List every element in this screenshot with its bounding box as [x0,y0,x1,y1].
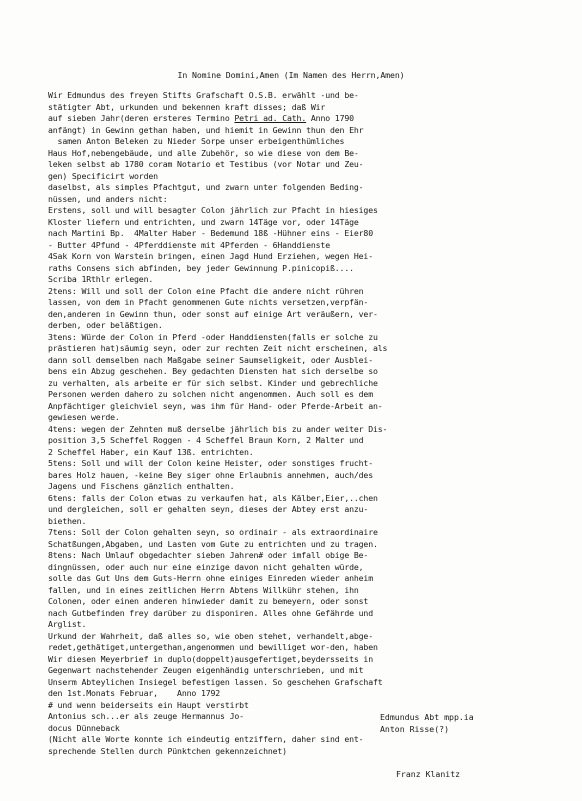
text-line: zu verhalten, als arbeite er für sich selbst. Kinder und gebrechliche [48,377,378,388]
text-line: Jagens und Fischens gänzlich enthalten. [48,481,235,491]
text-line: bares Holz hauen, -keine Bey siger ohne Erlaubnis annehmen, auch/des [48,469,373,480]
text-line: Erstens, soll und will besagter Colon jährlich zur Pfacht in hiesiges [48,205,378,215]
text-line: solle das Gut Uns dem Guts-Herrn ohne einiges Einreden wieder anheim [48,573,373,583]
signature-transcriber: Franz Klanitz [396,769,461,779]
text-line: 5tens: Soll und will der Colon keine Heister, oder sonstiges frucht- [48,458,373,468]
text-line: nach Gutbefinden frey darüber zu disponiren. Alles ohne Gefährde und [48,607,373,618]
text-line: dingnüssen, oder auch nur eine einzige davon nicht gehalten würde, [48,561,364,572]
text-line: 2 Scheffel Haber, ein Kauf 13ß. entrichten. [48,446,254,457]
text-line: fallen, und in eines zeitlichen Herrn Abtens Willkühr stehen, ihn [48,584,359,595]
text-line: 4Sak Korn von Warstein bringen, einen Jagd Hund Erziehen, wegen Hei- [48,251,373,261]
text-line: daselbst, als simples Pfachtgut, und zwarn unter folgenden Beding- [48,182,364,192]
text-line: Scriba 1Rthlr erlegen. [48,274,154,284]
text-line: Personen werden dahero zu solchen nicht angenommen. Auch soll es dem [48,389,373,399]
text-line: leken selbst ab 1780 coram Notario et Testibus (vor Notar und Zeu- [48,159,364,169]
text-line: Schatßungen,Abgaben, und Lasten vom Gute zu entrichten und zu tragen. [48,538,378,549]
text-line: sprechende Stellen durch Pünktchen gekennzeichnet) [48,745,287,756]
signature-abt: Edmundus Abt mpp.ia [380,712,474,722]
text-line: docus Dünneback [48,722,120,733]
text-line: (Nicht alle Worte konnte ich eindeutig entziffern, daher sind ent- [48,734,364,744]
text-line: den 1st.Monats Februar, Anno 1792 [48,688,221,698]
text-line: Colonen, oder einen anderen hinwieder damit zu bemeyern, oder sonst [48,596,369,606]
signature-anton: Anton Risse(?) [380,723,450,734]
text-line: 7tens: Soll der Colon gehalten seyn, so ordinair - als extraordinaire [48,527,378,537]
text-line: # und wenn beiderseits ein Haupt verstirbt [48,699,249,710]
text-line: 4tens: wegen der Zehnten muß derselbe jährlich bis zu ander weiter Dis- [48,423,388,434]
text-line: Arglist. [48,619,87,629]
text-line: dann soll demselben nach Maßgabe seiner Saumseligkeit, oder Ausblei- [48,354,373,365]
text-line: Wir diesen Meyerbrief in duplo(doppelt)ausgefertiget,beydersseits in [48,653,373,664]
text-line: Unserm Abteylichen Insiegel befestigen lassen. So geschehen Grafschaft [48,676,383,687]
text-line: anfängt) in Gewinn gethan haben, und hiemit in Gewinn thun den Ehr [48,124,364,135]
document-title: In Nomine Domini,Amen (Im Namen des Herrn,Amen) [177,70,405,80]
text-line: stätigter Abt, urkunden und bekennen kraft disses; daß Wir [48,101,326,112]
text-line: lassen, von dem in Pfacht genommenen Gute nichts versetzen,verpfän- [48,297,369,307]
text-line: position 3,5 Scheffel Roggen - 4 Scheffel Braun Korn, 2 Malter und [48,435,364,445]
text-line: nüssen, und anders nicht: [48,193,168,204]
text-line: samen Anton Beleken zu Nieder Sorpe unser erbeigenthümliches [48,136,345,146]
text-line: derben, oder beläßtigen. [48,320,163,330]
text-line: - Butter 4Pfund - 4Pferddienste mit 4Pferden - 6Handdienste [48,239,330,250]
text-line: 2tens: Will und soll der Colon eine Pfacht die andere nicht rühren [48,285,364,296]
text-line: Urkund der Wahrheit, daß alles so, wie oben stehet, verhandelt,abge- [48,630,373,641]
text-line: den,anderen in Gewinn thun, oder sonst auf einige Art veräußern, ver- [48,308,378,319]
text-line: Anpfächtiger gleichviel seyn, was ihm für Hand- oder Pferde-Arbeit an- [48,400,383,411]
text-line: Gegenwart nachstehender Zeugen eigenhändig unterschrieben, und mit [48,665,364,675]
text-line: 8tens: Nach Umlauf obgedachter sieben Jahren# oder imfall obige Be- [48,550,369,560]
text-line: Haus Hof,nebengebäude, und alle Zubehör, so wie diese von dem Be- [48,147,359,158]
text-line: nach Martini Bp. 4Malter Haber - Bedemund 18ß -Hühner eins - Eier80 [48,228,373,238]
text-line: 6tens: falls der Colon etwas zu verkaufen hat, als Kälber,Eier,..chen [48,492,378,503]
text-line: gewiesen werde. [48,412,120,422]
text-line: prästieren hat)säumig seyn, oder zur rechten Zeit nicht erscheinen, als [48,343,388,353]
text-line: und dergleichen, soll er gehalten seyn, dieses der Abtey erst anzu- [48,504,369,514]
document-body [48,90,564,757]
text-line: Antonius sch...er als zeuge Hermannus Jo- [48,711,244,721]
text-line: biethen. [48,515,87,526]
text-line: Wir Edmundus des freyen Stifts Grafschaft O.S.B. erwählt -und be- [48,90,359,100]
text-line: raths Consens sich abfinden, bey jeder Gewinnung P.pinicopiß.... [48,262,354,273]
text-line: Kloster liefern und entrichten, und zwarn 14Täge vor, oder 14Täge [48,216,359,227]
underlined-term: Petri ad. Cath. [234,113,307,123]
text-line: bens ein Abzug geschehen. Bey gedachten Diensten hat sich derselbe so [48,366,378,376]
text-line: 3tens: Würde der Colon in Pferd -oder Handdiensten(falls er solche zu [48,331,378,342]
text-line: auf sieben Jahr(deren ersteres Termino Petri ad. Cath. Anno 1790 [48,113,354,123]
text-line: redet,gethätiget,untergethan,angenommen und bewilliget wor-den, haben [48,642,378,652]
text-line: gen) Specificirt worden [48,170,158,181]
